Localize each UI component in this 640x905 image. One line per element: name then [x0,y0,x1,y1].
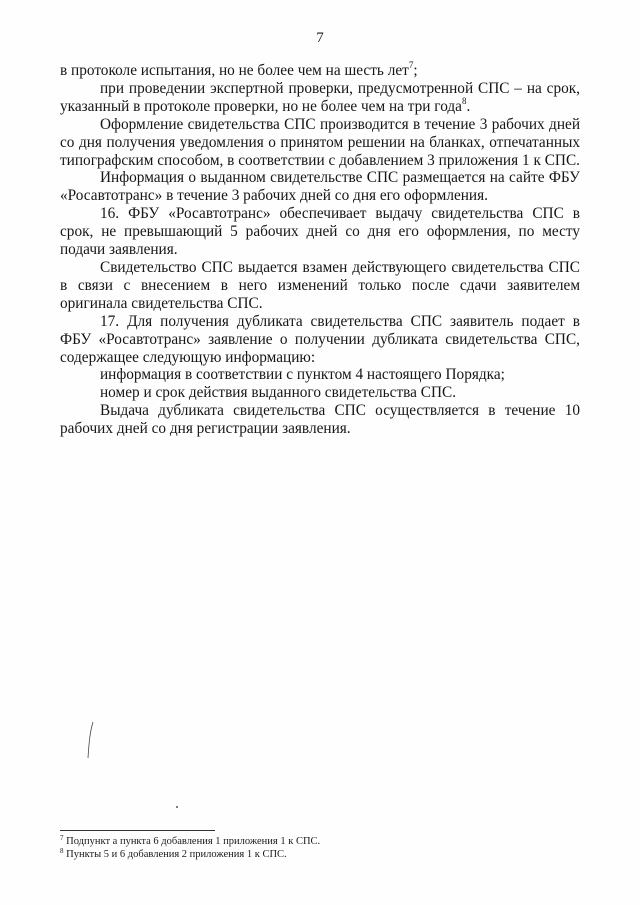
footnote-mark: 8 [60,847,64,855]
page-number: 7 [316,30,324,46]
paragraph-text: в протоколе испытания, но не более чем на шесть лет [60,62,409,79]
pen-mark [86,720,96,760]
paragraph-5: 16. ФБУ «Росавтотранс» обеспечивает выдачу свидетельства СПС в срок, не превышающий 5 рабочих дней со дня его оформления, по месту подачи заявления. [60,205,580,259]
paragraph-punct: . [466,97,471,115]
footnote-ref-7: 7 [408,60,414,70]
footnote-mark: 7 [60,834,64,842]
paragraph-6: Свидетельство СПС выдается взамен действующего свидетельства СПС в связи с внесением в него изменений только после сдачи заявителем оригинала свидетельства СПС. [60,258,580,312]
footnotes [60,835,580,861]
paragraph-7: 17. Для получения дубликата свидетельства СПС заявитель подает в ФБУ «Росавтотранс» заявление о получении дубликата свидетельства СПС, содержащее следующую информацию: [60,312,580,366]
footnote-divider [60,830,215,831]
footnote-ref-8: 8 [461,95,467,106]
paragraph-1 [60,62,580,80]
footnote-text: Подпункт а пункта 6 добавления 1 приложения 1 к СПС. [66,836,321,847]
footnote-7 [60,835,580,848]
stray-dot [176,806,178,808]
footnote-text: Пункты 5 и 6 добавления 2 приложения 1 к СПС. [66,849,287,860]
body-text [60,62,580,438]
paragraph-4: Информация о выданном свидетельстве СПС размещается на сайте ФБУ «Росавтотранс» в течение 3 рабочих дней со дня его оформления. [60,169,580,205]
paragraph-10: Выдача дубликата свидетельства СПС осуществляется в течение 10 рабочих дней со дня регистрации заявления. [60,402,580,438]
paragraph-punct: ; [413,62,418,79]
footnote-8 [60,848,580,861]
paragraph-8: информация в соответствии с пунктом 4 настоящего Порядка; [100,366,505,384]
paragraph-9: номер и срок действия выданного свидетельства СПС. [100,384,457,402]
paragraph-2 [60,80,580,116]
paragraph-text: при проведении экспертной проверки, предусмотренной СПС – на срок, указанный в протоколе проверки, но не более чем на три года [60,79,580,115]
paragraph-3: Оформление свидетельства СПС производится в течение 3 рабочих дней со дня получения уведомления о принятом решении на бланках, отпечатанных типографским способом, в соответствии с добавлением 3 приложения 1 к СПС. [60,115,580,169]
